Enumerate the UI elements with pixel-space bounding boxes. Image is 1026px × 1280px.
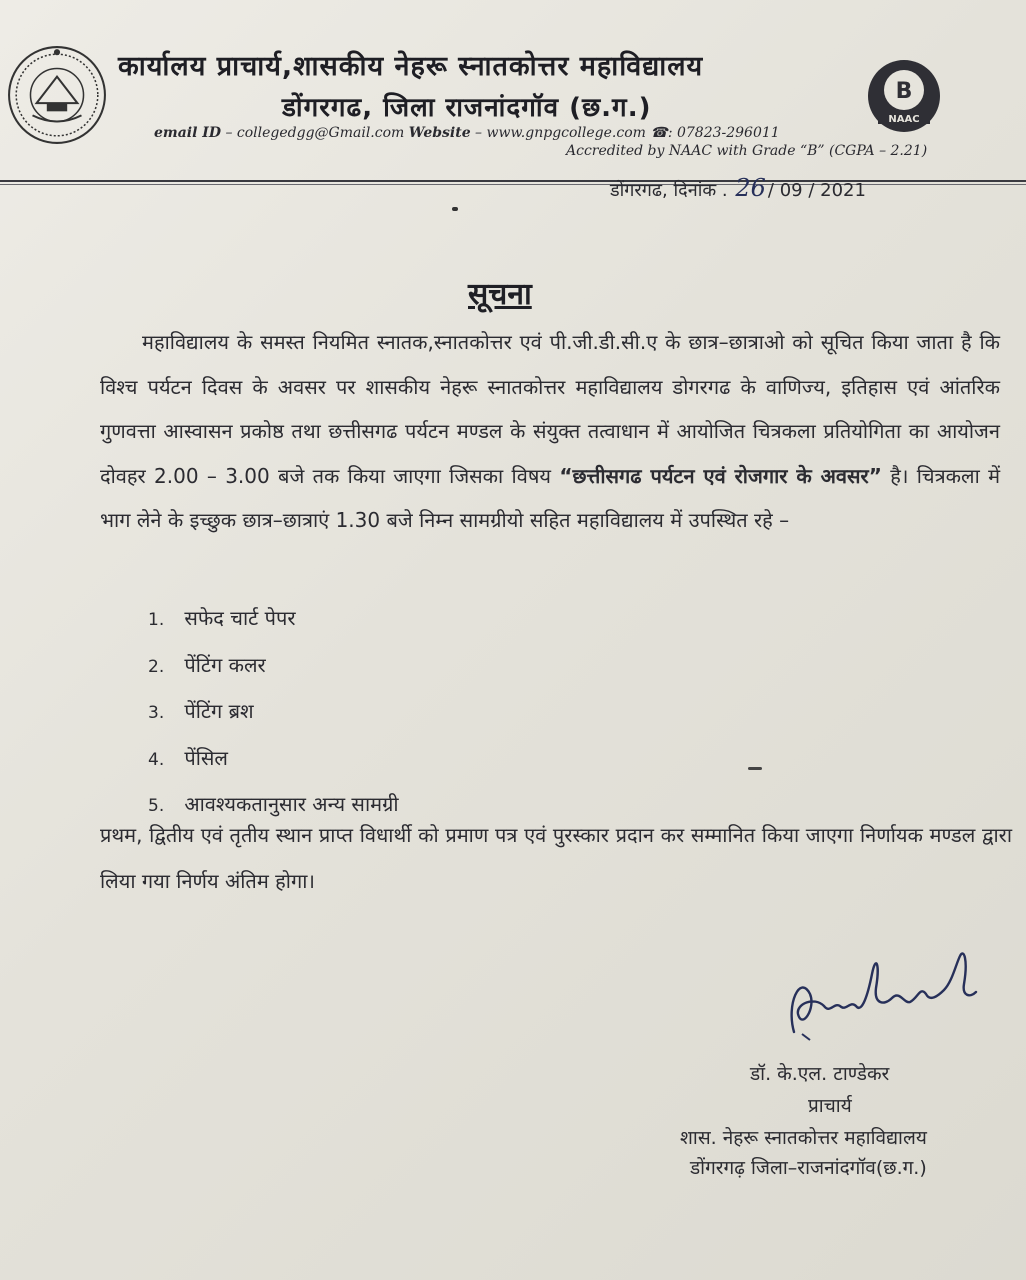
naac-grade-icon <box>864 56 944 136</box>
office-location: डोंगरगढ, जिला राजनांदगॉव (छ.ग.) <box>282 93 652 123</box>
email-label: email ID <box>154 125 221 141</box>
signatory-name: डॉ. के.एल. टाण्डेकर <box>750 1063 890 1085</box>
letterhead <box>0 0 1026 190</box>
notice-body-b: है। चित्रकला में भाग लेने के इच्छुक छात्र–छात्राएं 1.30 बजे निम्न सामग्रीयो सहित महाविद्यालय में उपस्थित रहे – <box>100 463 1001 532</box>
list-item: 2. पेंटिंग कलर <box>148 652 266 677</box>
college-seal-icon <box>6 44 108 146</box>
naac-label: NAAC <box>888 114 920 125</box>
notice-body-a: महाविद्यालय के समस्त नियमित स्नातक,स्नातकोत्तर एवं पी.जी.डी.सी.ए के छात्र–छात्राओ को सूचित किया जाता है कि विश्च पर्यटन दिवस के अवसर पर शासकीय नेहरू स्नातकोत्तर महाविद्यालय डोगरगढ के वाणिज्य, इतिहास एवं आंतरिक गुणवत्ता आस्वासन प्रकोष्ठ तथा छत्तीसगढ पर्यटन मण्डल के संयुक्त तत्वाधान में आयोजित चित्रकला प्रतियोगिता का आयोजन दोवहर 2.00 – 3.00 बजे तक किया जाएगा जिसका विषय <box>100 330 1000 488</box>
phone-icon: ☎ <box>650 125 668 141</box>
email-address: – collegedgg@Gmail.com <box>221 125 409 141</box>
contact-line <box>154 125 834 141</box>
office-title: कार्यालय प्राचार्य,शासकीय नेहरू स्नातकोत्तर महाविद्यालय <box>118 51 704 82</box>
list-item: 1. सफेद चार्ट पेपर <box>148 606 296 630</box>
phone-number: : 07823-296011 <box>667 125 780 141</box>
ink-speck <box>748 767 762 770</box>
website-label: Website <box>408 125 471 141</box>
ink-speck <box>452 207 458 211</box>
date-day-handwritten: 26 <box>735 174 766 202</box>
date-place-label: डोंगरगढ, दिनांक . <box>610 180 728 201</box>
handwritten-signature <box>780 944 980 1044</box>
notice-heading: सूचना <box>468 277 532 312</box>
website-address: – www.gnpgcollege.com <box>470 125 651 141</box>
signatory-place: डोंगरगढ़ जिला–राजनांदगॉव(छ.ग.) <box>690 1157 927 1179</box>
signatory-institution: शास. नेहरू स्नातकोत्तर महाविद्यालय <box>680 1127 927 1149</box>
naac-grade: B <box>895 79 913 104</box>
list-item: 4. पेंसिल <box>148 745 228 770</box>
competition-topic: “छत्तीसगढ पर्यटन एवं रोजगार के अवसर” <box>559 463 882 488</box>
notice-paragraph-2: प्रथम, द्वितीय एवं तृतीय स्थान प्राप्त विधार्थी को प्रमाण पत्र एवं पुरस्कार प्रदान कर सम्मानित किया जाएगा निर्णायक मण्डल द्वारा लिया गया निर्णय अंतिम होगा। <box>100 823 1012 893</box>
materials-list <box>148 604 748 837</box>
notice-paragraph-1 <box>100 320 1000 543</box>
accreditation-line: Accredited by NAAC with Grade “B” (CGPA – 2.21) <box>566 143 928 159</box>
date-line <box>610 174 950 202</box>
signatory-designation: प्राचार्य <box>808 1095 852 1117</box>
list-item: 3. पेंटिंग ब्रश <box>148 699 254 723</box>
list-item: 5. आवश्यकतानुसार अन्य सामग्री <box>148 792 399 816</box>
date-month-year: / 09 / 2021 <box>767 180 866 201</box>
